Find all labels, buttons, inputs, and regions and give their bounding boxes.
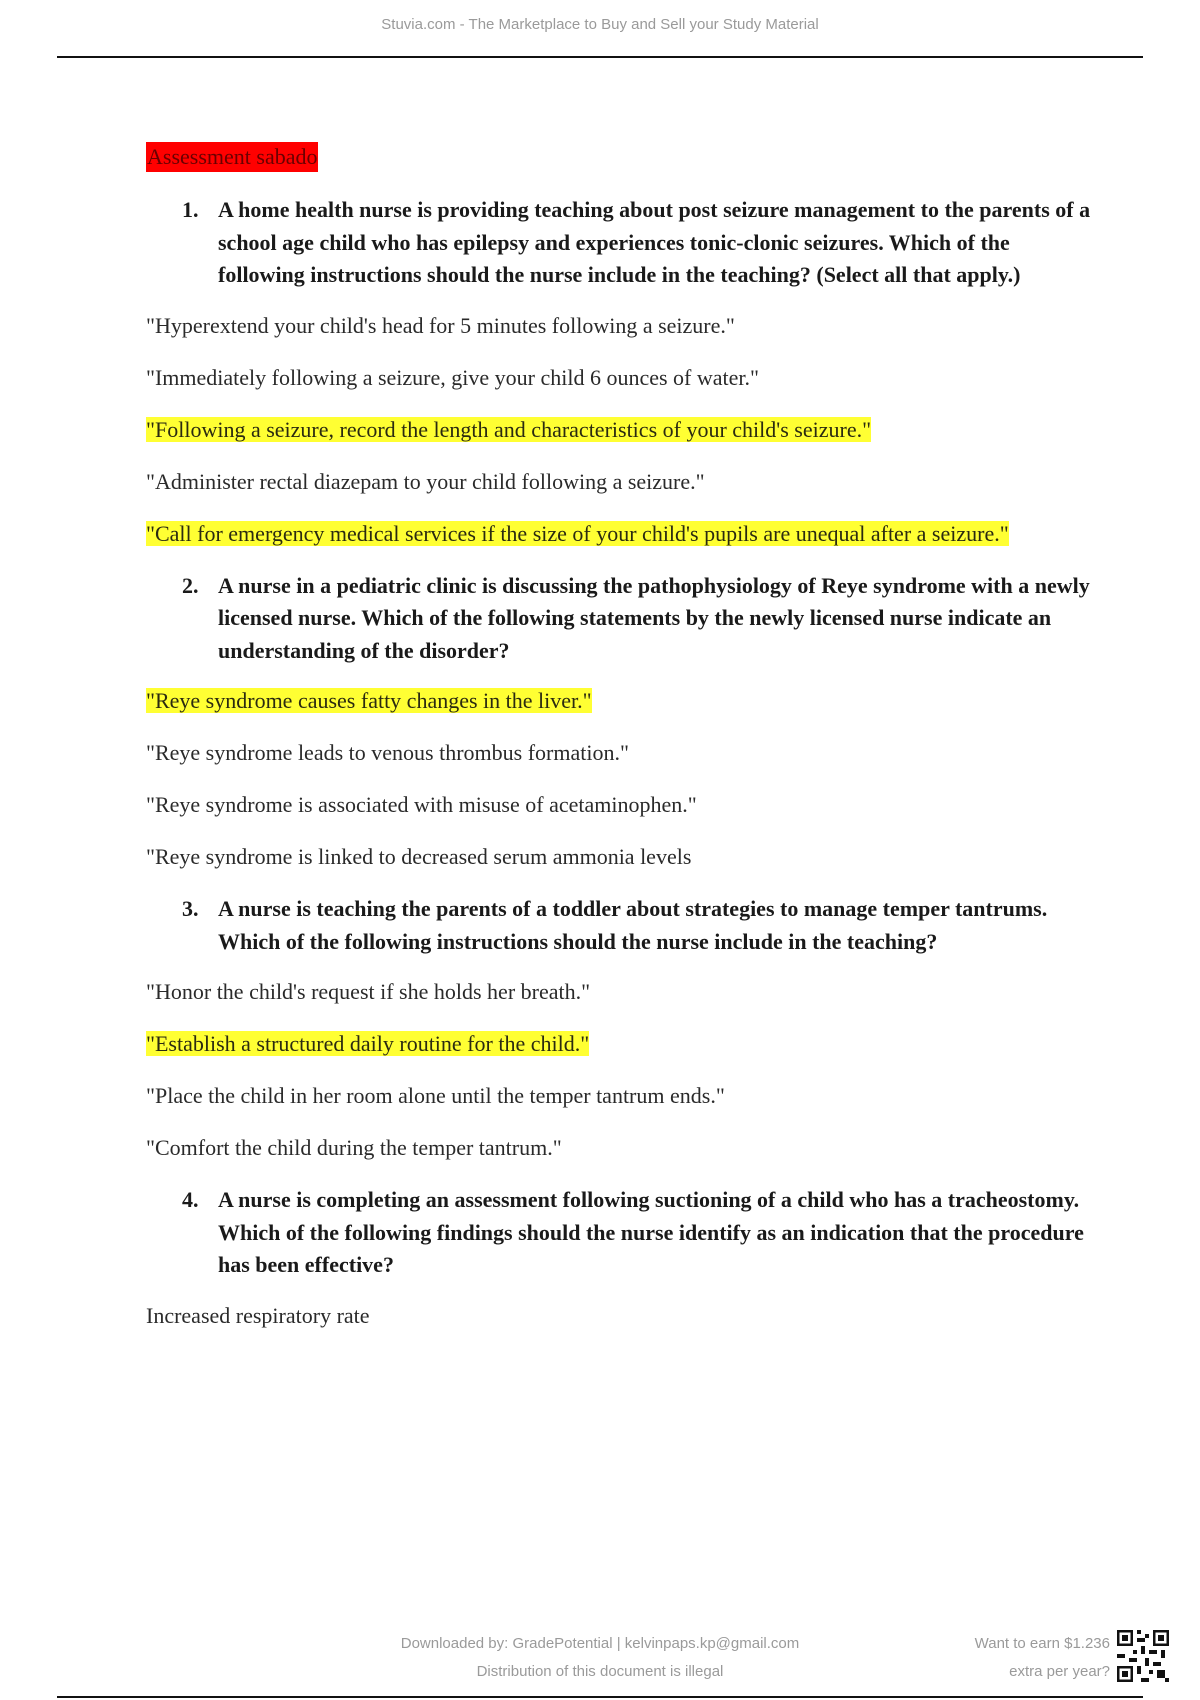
answer-option <box>146 841 1096 873</box>
answer-text: "Hyperextend your child's head for 5 minutes following a seizure." <box>146 312 735 338</box>
question-text: A home health nurse is providing teaching about post seizure management to the parents of a school age child who has epilepsy and experiences tonic-clonic seizures. Which of the following instructions should the nurse include in the teaching? (Select all that apply.) <box>218 197 1091 287</box>
answer-text: Increased respiratory rate <box>146 1302 370 1328</box>
answer-option <box>146 1080 1096 1112</box>
document-body <box>146 142 1096 1352</box>
page-header: Stuvia.com - The Marketplace to Buy and Sell your Study Material <box>381 16 819 33</box>
question-1 <box>182 194 1096 292</box>
answer-option <box>146 310 1096 342</box>
question-2 <box>182 570 1096 668</box>
qr-code-icon[interactable] <box>1117 1630 1169 1682</box>
answer-text-highlighted: "Reye syndrome causes fatty changes in the liver." <box>146 688 592 713</box>
answer-text-highlighted: "Following a seizure, record the length and characteristics of your child's seizure." <box>146 416 872 442</box>
answer-option <box>146 466 1096 498</box>
answer-text: "Reye syndrome is associated with misuse of acetaminophen." <box>146 792 697 817</box>
question-text: A nurse is completing an assessment following suctioning of a child who has a tracheostomy. Which of the following findings should the nurse identify as an indication that the procedure has been effective? <box>218 1187 1084 1277</box>
downloaded-by-text: Downloaded by: GradePotential | kelvinpaps.kp@gmail.com <box>400 1635 800 1652</box>
question-text: A nurse in a pediatric clinic is discussing the pathophysiology of Reye syndrome with a newly licensed nurse. Which of the following statements by the newly licensed nurse indicate an understanding of the disorder? <box>218 572 1090 663</box>
answer-text: "Administer rectal diazepam to your child following a seizure." <box>146 468 705 494</box>
answer-text: "Reye syndrome leads to venous thrombus formation." <box>146 740 629 765</box>
answer-text: "Immediately following a seizure, give your child 6 ounces of water." <box>146 364 760 390</box>
answer-text: "Reye syndrome is linked to decreased serum ammonia levels <box>146 844 692 869</box>
question-number: 3. <box>182 896 199 921</box>
promo-line-1[interactable]: Want to earn $1.236 <box>974 1635 1110 1652</box>
answer-option-correct <box>146 685 1096 717</box>
answer-text: "Honor the child's request if she holds her breath." <box>146 979 591 1004</box>
question-number: 4. <box>182 1187 199 1212</box>
answer-option <box>146 362 1096 394</box>
distribution-notice: Distribution of this document is illegal <box>476 1663 724 1680</box>
header-divider <box>57 56 1143 58</box>
question-4 <box>182 1184 1096 1282</box>
question-number: 2. <box>182 572 199 598</box>
answer-option <box>146 976 1096 1008</box>
answer-option-correct <box>146 518 1096 550</box>
promo-line-2[interactable]: extra per year? <box>1009 1663 1110 1680</box>
answer-text-highlighted: "Call for emergency medical services if the size of your child's pupils are unequal after a seizure." <box>146 520 1009 546</box>
question-number: 1. <box>182 197 199 222</box>
answer-option-correct <box>146 1028 1096 1060</box>
answer-option-correct <box>146 414 1096 446</box>
answer-text: "Comfort the child during the temper tantrum." <box>146 1135 562 1160</box>
answer-text: "Place the child in her room alone until the temper tantrum ends." <box>146 1083 725 1108</box>
footer-download-info <box>300 1630 900 1686</box>
question-text: A nurse is teaching the parents of a toddler about strategies to manage temper tantrums. Which of the following instructions should the nurse include in the teaching? <box>218 896 1048 954</box>
footer-divider <box>57 1696 1143 1698</box>
question-3 <box>182 893 1096 958</box>
answer-option <box>146 789 1096 821</box>
answer-text-highlighted: "Establish a structured daily routine for the child." <box>146 1031 590 1056</box>
section-title: Assessment sabado <box>146 142 318 172</box>
answer-option <box>146 1132 1096 1164</box>
footer-promo[interactable] <box>870 1630 1110 1686</box>
answer-option <box>146 1300 1096 1332</box>
answer-option <box>146 737 1096 769</box>
